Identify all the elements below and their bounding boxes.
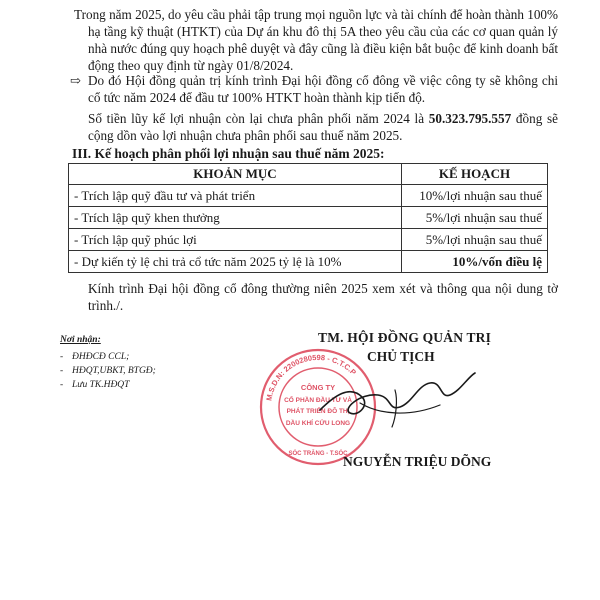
signature-role: CHỦ TỊCH: [367, 349, 435, 364]
recipient-text: HĐQT,UBKT, BTGĐ;: [72, 366, 156, 376]
paragraph-dividend-text: Do đó Hội đồng quản trị kính trình Đại hội đồng cổ đông về việc công ty sẽ không chi cổ tức năm 2024 để đầu tư 100% HTKT hoàn thành kịp tiến độ.: [88, 73, 558, 105]
table-row: [69, 207, 548, 229]
recipient-item: - HĐQT,UBKT, BTGĐ;: [60, 366, 156, 376]
row-plan: 5%/lợi nhuận sau thuế: [402, 229, 548, 251]
table-row: [69, 229, 548, 251]
recipient-text: ĐHĐCĐ CCL;: [72, 352, 130, 362]
row-item: - Trích lập quỹ đầu tư và phát triển: [69, 185, 402, 207]
stamp-line-4: DẦU KHÍ CỬU LONG: [285, 420, 351, 427]
retained-profit-prefix: Số tiền lũy kế lợi nhuận còn lại chưa phân phối năm 2024 là: [88, 111, 429, 126]
recipient-item: - ĐHĐCĐ CCL;: [60, 352, 130, 362]
stamp-ring-text: M.S.D.N: 2200280598 - C.T.C.P: [264, 352, 359, 402]
row-item: - Trích lập quỹ phúc lợi: [69, 229, 402, 251]
closing-paragraph: Kính trình Đại hội đồng cổ đông thường niên 2025 xem xét và thông qua nội dung tờ trình./.: [88, 281, 558, 313]
stamp-bottom-text: SÓC TRĂNG - T.SÓC: [288, 451, 348, 457]
arrow-right-icon: ⇨: [70, 73, 81, 88]
paragraph-retained-profit: [88, 110, 558, 144]
recipient-item: - Lưu TK.HĐQT: [60, 380, 130, 390]
recipient-text: Lưu TK.HĐQT: [72, 380, 130, 390]
header-item: KHOẢN MỤC: [69, 164, 402, 185]
recipients-title: Nơi nhận:: [60, 335, 101, 345]
table-row: [69, 185, 548, 207]
recipients-block: [60, 333, 156, 392]
retained-profit-suffix: đồng sẽ cộng dồn vào lợi nhuận chưa phân phối sau thuế năm 2025.: [88, 111, 558, 143]
stamp-line-1: CÔNG TY: [300, 383, 336, 392]
header-plan: KẾ HOẠCH: [402, 164, 548, 185]
handwritten-signature: [300, 355, 480, 445]
row-plan: 10%/vốn điều lệ: [402, 251, 548, 273]
stamp-line-3: PHÁT TRIỂN ĐÔ THỊ: [286, 408, 350, 415]
table-row: [69, 251, 548, 273]
stamp-line-2: CỔ PHẦN ĐẦU TƯ VÀ: [284, 397, 352, 404]
paragraph-dividend-decision: [70, 72, 558, 106]
row-item: - Dự kiến tỷ lệ chi trả cổ tức năm 2025 tỷ lệ là 10%: [69, 251, 402, 273]
paragraph-htkt: Trong năm 2025, do yêu cầu phải tập trung mọi nguồn lực và tài chính để hoàn thành 100% hạ tầng kỹ thuật (HTKT) của Dự án khu đô thị 5A theo yêu cầu của các cơ quan quản lý nhà nước đúng quy hoạch phê duyệt và đây cũng là điều kiện bắt buộc để kinh doanh bất động theo quy định từ ngày 01/8/2024.: [74, 7, 558, 73]
section-title: III. Kế hoạch phân phối lợi nhuận sau thuế năm 2025:: [72, 146, 385, 161]
table-header-row: [69, 164, 548, 185]
row-plan: 5%/lợi nhuận sau thuế: [402, 207, 548, 229]
profit-plan-table: [68, 163, 548, 273]
retained-profit-amount: 50.323.795.557: [428, 111, 512, 126]
signer-name: NGUYỄN TRIỆU DÕNG: [343, 454, 492, 469]
signature-title: TM. HỘI ĐỒNG QUẢN TRỊ: [318, 330, 492, 345]
row-plan: 10%/lợi nhuận sau thuế: [402, 185, 548, 207]
row-item: - Trích lập quỹ khen thưởng: [69, 207, 402, 229]
